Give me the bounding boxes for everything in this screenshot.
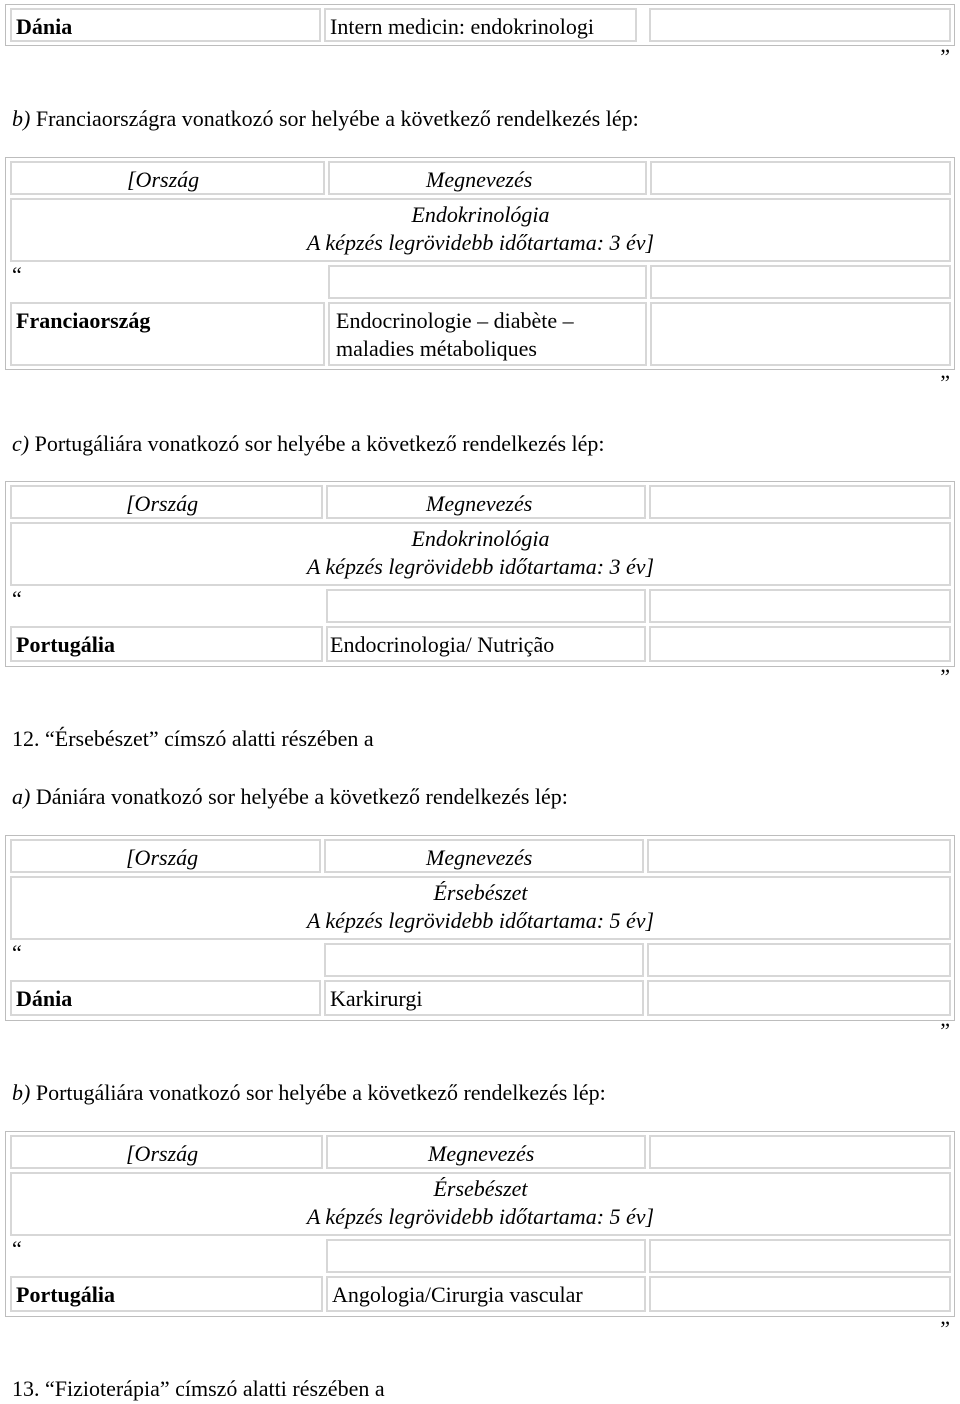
empty-cell bbox=[650, 302, 951, 366]
paragraph-label: b) bbox=[12, 1080, 31, 1105]
header-name-cell bbox=[328, 161, 647, 195]
closing-quote: ” bbox=[940, 664, 950, 689]
duration-text: A képzés legrövidebb időtartama: 5 év] bbox=[306, 1204, 655, 1229]
title-cell bbox=[328, 302, 647, 366]
cell-empty bbox=[649, 8, 951, 42]
header-empty-cell bbox=[647, 839, 951, 873]
opening-quote: “ bbox=[12, 586, 22, 611]
paragraph-text: Portugáliára vonatkozó sor helyébe a következő rendelkezés lép: bbox=[29, 431, 605, 456]
opening-quote: “ bbox=[12, 262, 22, 287]
top-row-table bbox=[5, 4, 955, 46]
paragraph-denmark bbox=[12, 784, 568, 810]
spacer-cell-2 bbox=[647, 943, 951, 977]
opening-quote: “ bbox=[12, 940, 22, 965]
paragraph-text: Franciaországra vonatkozó sor helyébe a következő rendelkezés lép: bbox=[30, 106, 639, 131]
empty-cell bbox=[649, 626, 951, 662]
section-13-heading: 13. “Fizioterápia” címszó alatti részében a bbox=[12, 1376, 385, 1401]
header-name-cell bbox=[326, 1135, 646, 1169]
closing-quote: ” bbox=[940, 370, 950, 395]
spacer-cell-1 bbox=[326, 1239, 646, 1273]
paragraph-france bbox=[12, 106, 639, 132]
opening-quote: “ bbox=[12, 1236, 22, 1261]
header-name: Megnevezés bbox=[426, 845, 533, 870]
paragraph-label: b) bbox=[12, 106, 31, 131]
country-name: Portugália bbox=[16, 632, 115, 657]
header-name: Megnevezés bbox=[426, 167, 533, 192]
spacer-cell-1 bbox=[324, 943, 644, 977]
title-cell bbox=[324, 980, 644, 1016]
paragraph-text: Portugáliára vonatkozó sor helyébe a következő rendelkezés lép: bbox=[30, 1080, 606, 1105]
title-text: Karkirurgi bbox=[330, 986, 423, 1011]
country-cell bbox=[10, 1276, 323, 1312]
country-cell bbox=[10, 980, 321, 1016]
name-label: Intern medicin: endokrinologi bbox=[330, 14, 594, 39]
paragraph-text: Dániára vonatkozó sor helyébe a következő rendelkezés lép: bbox=[30, 784, 568, 809]
specialty-title: Érsebészet bbox=[433, 1176, 528, 1201]
cell-name bbox=[324, 8, 637, 42]
specialty-title: Érsebészet bbox=[433, 880, 528, 905]
section-12-heading: 12. “Érsebészet” címszó alatti részében a bbox=[12, 726, 374, 751]
specialty-cell bbox=[10, 522, 951, 586]
duration-text: A képzés legrövidebb időtartama: 5 év] bbox=[306, 908, 655, 933]
header-country: [Ország bbox=[126, 845, 199, 870]
header-name: Megnevezés bbox=[428, 1141, 535, 1166]
specialty-cell bbox=[10, 1172, 951, 1236]
country-name: Portugália bbox=[16, 1282, 115, 1307]
header-name: Megnevezés bbox=[426, 491, 533, 516]
paragraph-portugal bbox=[12, 431, 605, 457]
title-line-1: Endocrinologie – diabète – bbox=[336, 308, 574, 333]
country-name: Dánia bbox=[16, 986, 73, 1011]
header-empty-cell bbox=[649, 485, 951, 519]
header-country: [Ország bbox=[126, 491, 199, 516]
table-portugal-2 bbox=[5, 1131, 955, 1317]
empty-cell bbox=[649, 1276, 951, 1312]
header-empty-cell bbox=[649, 1135, 951, 1169]
header-country-cell bbox=[10, 161, 325, 195]
cell-country bbox=[10, 8, 321, 42]
title-text: Angologia/Cirurgia vascular bbox=[332, 1282, 583, 1307]
spacer-cell-1 bbox=[328, 265, 647, 299]
country-cell bbox=[10, 626, 323, 662]
duration-text: A képzés legrövidebb időtartama: 3 év] bbox=[306, 554, 655, 579]
country-name: Franciaország bbox=[16, 308, 151, 333]
title-line-2: maladies métaboliques bbox=[336, 336, 537, 361]
paragraph-label: c) bbox=[12, 431, 30, 456]
specialty-title: Endokrinológia bbox=[411, 526, 550, 551]
country-cell bbox=[10, 302, 325, 366]
header-country-cell bbox=[10, 485, 323, 519]
header-name-cell bbox=[324, 839, 644, 873]
header-country: [Ország bbox=[126, 1141, 199, 1166]
spacer-cell-2 bbox=[649, 589, 951, 623]
header-country-cell bbox=[10, 1135, 323, 1169]
header-name-cell bbox=[326, 485, 646, 519]
paragraph-portugal-2 bbox=[12, 1080, 606, 1106]
table-portugal bbox=[5, 481, 955, 667]
table-france bbox=[5, 157, 955, 370]
closing-quote: ” bbox=[940, 44, 950, 69]
closing-quote: ” bbox=[940, 1018, 950, 1043]
title-cell bbox=[326, 1276, 646, 1312]
closing-quote: ” bbox=[940, 1316, 950, 1341]
country-label: Dánia bbox=[16, 14, 73, 39]
header-empty-cell bbox=[650, 161, 951, 195]
specialty-cell bbox=[10, 198, 951, 262]
specialty-title: Endokrinológia bbox=[411, 202, 550, 227]
duration-text: A képzés legrövidebb időtartama: 3 év] bbox=[306, 230, 655, 255]
header-country: [Ország bbox=[127, 167, 200, 192]
empty-cell bbox=[647, 980, 951, 1016]
specialty-cell bbox=[10, 876, 951, 940]
title-cell bbox=[326, 626, 646, 662]
title-text: Endocrinologia/ Nutrição bbox=[330, 632, 555, 657]
spacer-cell-2 bbox=[649, 1239, 951, 1273]
spacer-cell-1 bbox=[326, 589, 646, 623]
table-denmark bbox=[5, 835, 955, 1021]
spacer-cell-2 bbox=[650, 265, 951, 299]
header-country-cell bbox=[10, 839, 321, 873]
paragraph-label: a) bbox=[12, 784, 31, 809]
